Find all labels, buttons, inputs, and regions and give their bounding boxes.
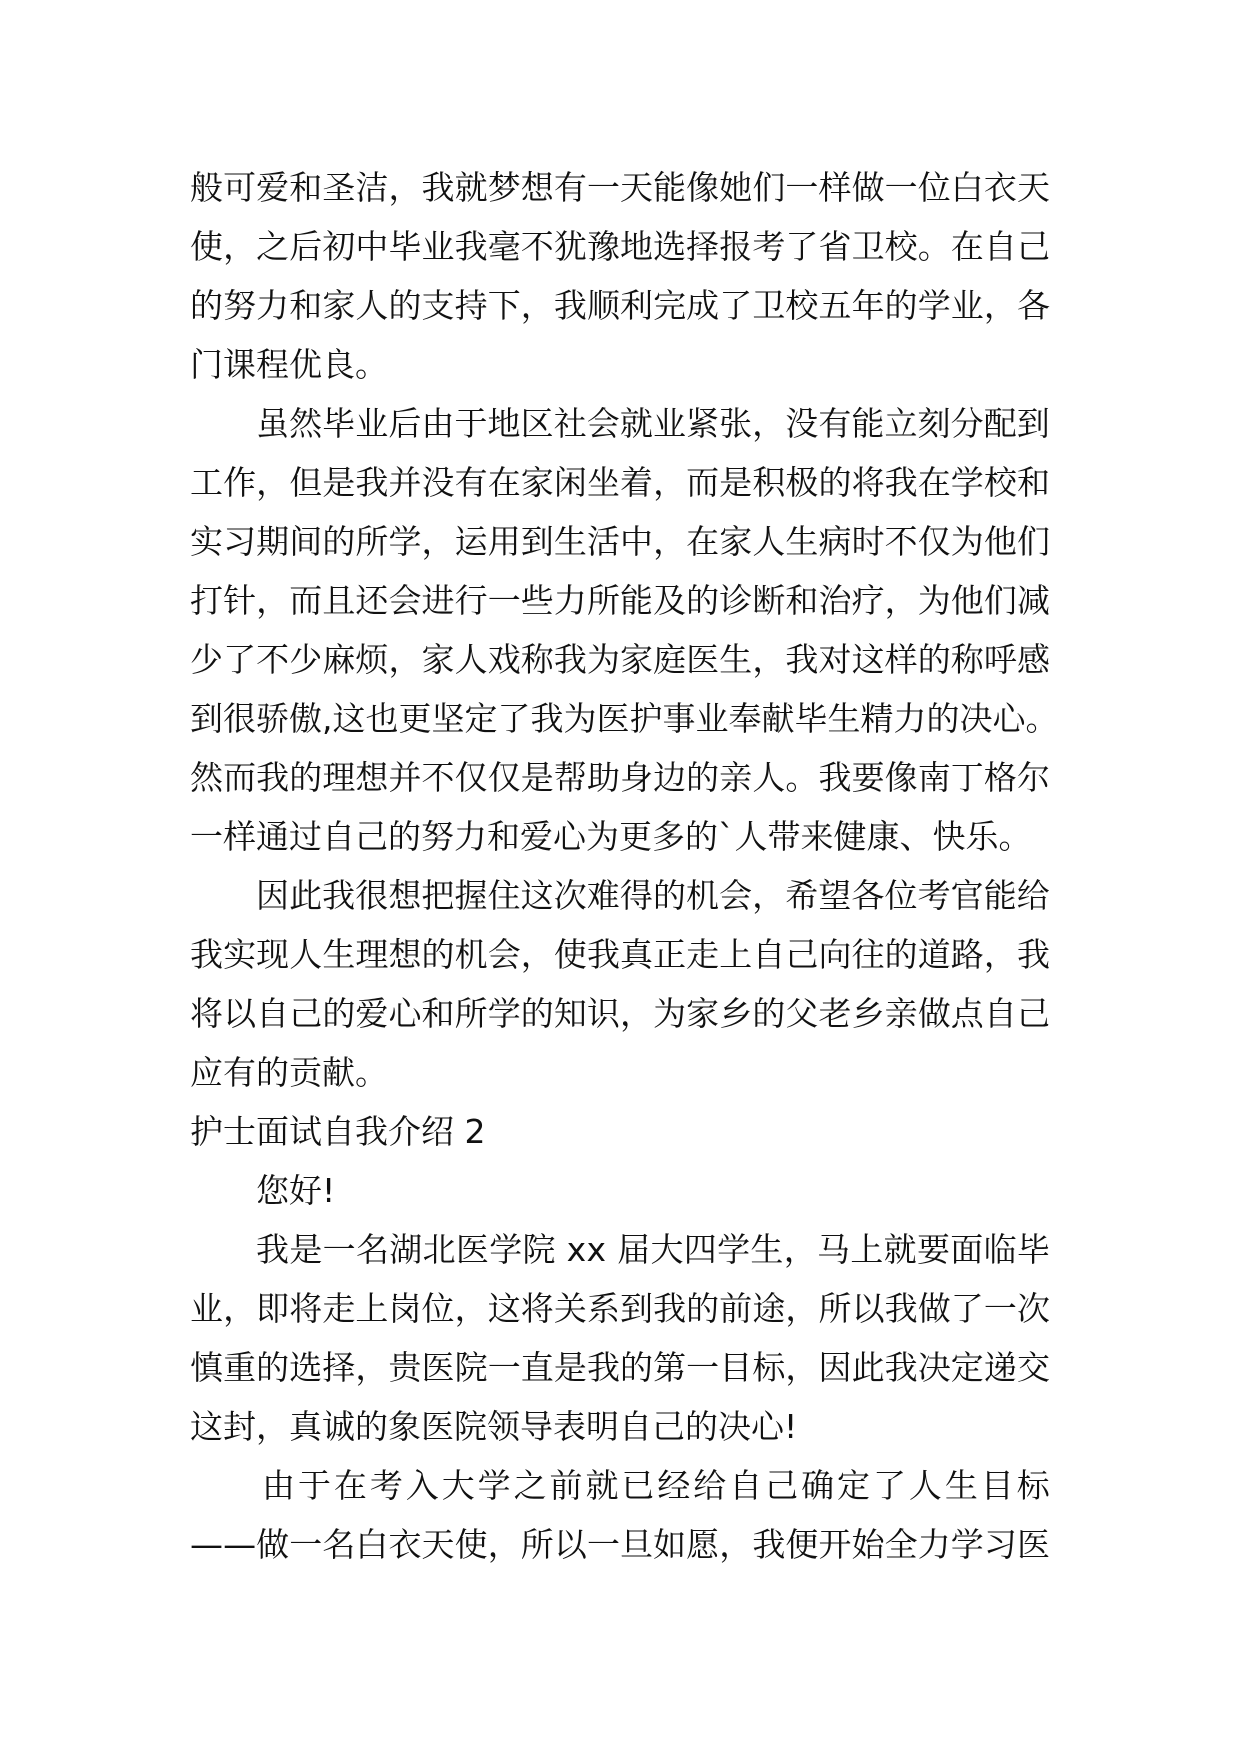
paragraph	[190, 866, 1050, 1102]
text-line: 使 ， 之 后 初 中 毕 业 我 毫 不 犹 豫 地 选 择 报 考 了 省 卫 校 。 在 自 己	[190, 227, 1050, 266]
paragraph	[190, 158, 1050, 394]
text-line: 工 作 ， 但 是 我 并 没 有 在 家 闲 坐 着 ， 而 是 积 极 的 将 我 在 学 校 和	[190, 463, 1050, 502]
text-line: 我 实 现 人 生 理 想 的 机 会 ， 使 我 真 正 走 上 自 己 向 往 的 道 路 ， 我	[190, 935, 1050, 974]
text-line: 因 此 我 很 想 把 握 住 这 次 难 得 的 机 会 ， 希 望 各 位 考 官 能 给	[256, 876, 1050, 915]
text-line: 由 于 在 考 入 大 学 之 前 就 已 经 给 自 己 确 定 了 人 生 目 标	[262, 1466, 1050, 1505]
text-line: 一样通过自己的努力和爱心为更多的`人带来健康、快乐。	[190, 817, 1032, 856]
text-line: 到 很 骄 傲 , 这 也 更 坚 定 了 我 为 医 护 事 业 奉 献 毕 生 精 力 的 决 心 。	[190, 699, 1059, 738]
text-line: 这封，真诚的象医院领导表明自己的决心!	[190, 1407, 798, 1446]
paragraph	[190, 1220, 1050, 1456]
text-line: 打 针 ， 而 且 还 会 进 行 一 些 力 所 能 及 的 诊 断 和 治 疗 ， 为 他 们 减	[190, 581, 1050, 620]
section-title: 护士面试自我介绍 2	[190, 1112, 486, 1151]
text-line: 实 习 期 间 的 所 学 ， 运 用 到 生 活 中 ， 在 家 人 生 病 时 不 仅 为 他 们	[190, 522, 1050, 561]
text-line: — — 做 一 名 白 衣 天 使 ， 所 以 一 旦 如 愿 ， 我 便 开 始 全 力 学 习 医	[190, 1525, 1050, 1564]
greeting: 您好!	[256, 1171, 336, 1210]
text-line: 虽 然 毕 业 后 由 于 地 区 社 会 就 业 紧 张 ， 没 有 能 立 刻 分 配 到	[256, 404, 1050, 443]
text-line: 般 可 爱 和 圣 洁 ， 我 就 梦 想 有 一 天 能 像 她 们 一 样 做 一 位 白 衣 天	[190, 168, 1050, 207]
text-line: 的 努 力 和 家 人 的 支 持 下 ， 我 顺 利 完 成 了 卫 校 五 年 的 学 业 ， 各	[190, 286, 1050, 325]
text-line: 少 了 不 少 麻 烦 ， 家 人 戏 称 我 为 家 庭 医 生 ， 我 对 这 样 的 称 呼 感	[190, 640, 1050, 679]
document-body	[190, 158, 1059, 1574]
text-line: 然 而 我 的 理 想 并 不 仅 仅 是 帮 助 身 边 的 亲 人 。 我 要 像 南 丁 格 尔	[190, 758, 1050, 797]
text-line: 业 ， 即 将 走 上 岗 位 ， 这 将 关 系 到 我 的 前 途 ， 所 以 我 做 了 一 次	[190, 1289, 1050, 1328]
text-line: 慎 重 的 选 择 ， 贵 医 院 一 直 是 我 的 第 一 目 标 ， 因 此 我 决 定 递 交	[190, 1348, 1050, 1387]
text-line: 我 是 一 名 湖 北 医 学 院 x x 届 大 四 学 生 ， 马 上 就 要 面 临 毕	[256, 1230, 1050, 1269]
paragraph	[190, 394, 1059, 866]
text-line: 应有的贡献。	[190, 1053, 388, 1092]
text-line: 将 以 自 己 的 爱 心 和 所 学 的 知 识 ， 为 家 乡 的 父 老 乡 亲 做 点 自 己	[190, 994, 1050, 1033]
paragraph	[190, 1456, 1050, 1574]
text-line: 门课程优良。	[190, 345, 388, 384]
